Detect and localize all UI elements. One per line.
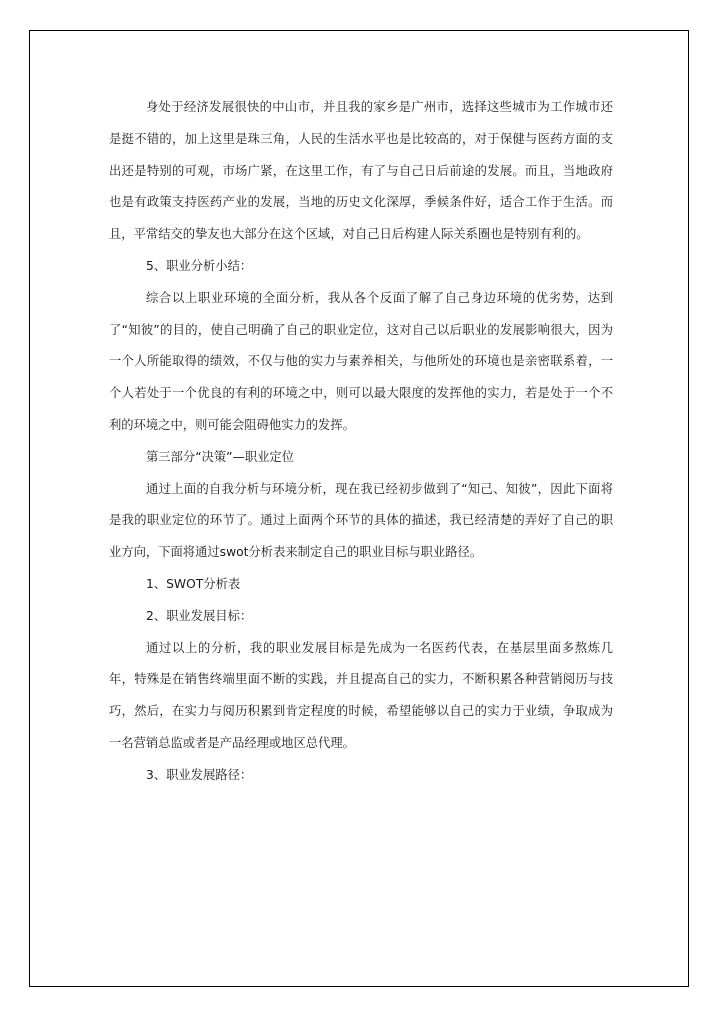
paragraph-career-goal: 通过以上的分析，我的职业发展目标是先成为一名医药代表，在基层里面多熬炼几年，特殊是在销售终端里面不断的实践，并且提高自己的实力，不断积累各种营销阅历与技巧，然后，在实力与阅历积累到肯定程度的时候，希望能够以自己的实力于业绩，争取成为一名营销总监或者是产品经理或地区总代理。 [109,640,613,750]
heading-career-path: 3、职业发展路径： [146,767,253,782]
document-body [109,92,613,792]
heading-swot-table: 1、SWOT分析表 [146,576,241,591]
paragraph-environment-summary: 综合以上职业环境的全面分析，我从各个反面了解了自己身边环境的优劣势，达到了“知彼”的目的，使自己明确了自己的职业定位，这对自己以后职业的发展影响很大，因为一个人所能取得的绩效，不仅与他的实力与素养相关，与他所处的环境也是亲密联系着，一个人若处于一个优良的有利的环境之中，则可以最大限度的发挥他的实力，若是处于一个不利的环境之中，则可能会阻碍他实力的发挥。 [109,290,613,432]
heading-career-goal: 2、职业发展目标： [146,608,253,623]
heading-career-analysis-summary: 5、职业分析小结： [146,258,253,273]
paragraph-city-choice: 身处于经济发展很快的中山市，并且我的家乡是广州市，选择这些城市为工作城市还是挺不错的，加上这里是珠三角，人民的生活水平也是比较高的，对于保健与医药方面的支出还是特别的可观，市场广紧，在这里工作，有了与自己日后前途的发展。而且，当地政府也是有政策支持医药产业的发展，当地的历史文化深厚，季候条件好，适合工作于生活。而且，平常结交的挚友也大部分在这个区域，对自己日后构建人际关系圈也是特别有利的。 [109,100,613,242]
paragraph-career-positioning: 通过上面的自我分析与环境分析，现在我已经初步做到了“知己、知彼”，因此下面将是我的职业定位的环节了。通过上面两个环节的具体的描述，我已经清楚的弄好了自己的职业方向，下面将通过swot分析表来制定自己的职业目标与职业路径。 [109,481,613,560]
heading-part-three-decision: 第三部分“决策”—职业定位 [146,449,295,464]
